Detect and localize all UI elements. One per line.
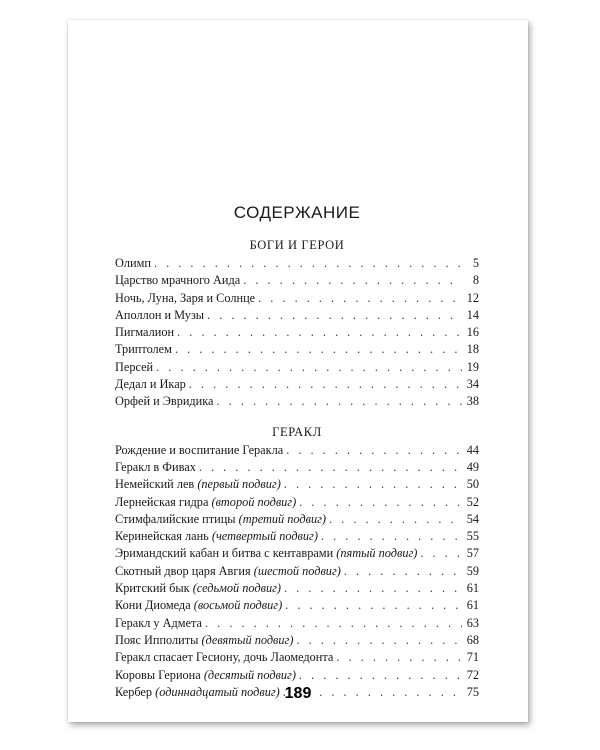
- toc-entry-title: Скотный двор царя Авгия: [115, 563, 251, 578]
- toc-entry-label: [115, 360, 153, 375]
- toc-entry-title: Ночь, Луна, Заря и Солнце: [115, 290, 256, 305]
- section-list-gods-heroes: [115, 256, 479, 412]
- toc-entry-label: [115, 394, 214, 409]
- toc-entry-page: 72: [466, 667, 479, 682]
- toc-entry-label: [115, 546, 417, 561]
- dot-leader: [329, 512, 462, 527]
- toc-entry: [115, 460, 479, 477]
- toc-entry-page: 18: [466, 342, 479, 357]
- toc-title: СОДЕРЖАНИЕ: [233, 203, 361, 222]
- toc-entry: [115, 546, 479, 563]
- toc-entry-page: 49: [466, 459, 479, 474]
- toc-entry-label: [115, 495, 296, 510]
- toc-entry-page: 54: [466, 511, 479, 526]
- toc-entry-title: Рождение и воспитание Геракла: [115, 442, 284, 457]
- toc-entry: [115, 564, 479, 581]
- toc-entry-page: 16: [466, 325, 479, 340]
- dot-leader: [156, 360, 462, 375]
- dot-leader: [189, 377, 462, 392]
- toc-entry: [115, 477, 479, 494]
- toc-entry-page: 44: [466, 442, 479, 457]
- dot-leader: [299, 668, 462, 683]
- book-page: [68, 20, 528, 722]
- dot-leader: [284, 477, 462, 492]
- toc-entry-label: [115, 377, 186, 392]
- toc-entry-title: Геракл у Адмета: [115, 615, 203, 630]
- dot-leader: [321, 529, 462, 544]
- toc-entry-note: (седьмой подвиг): [192, 581, 282, 596]
- toc-entry-title: Коровы Гериона: [115, 667, 201, 682]
- toc-entry-page: 34: [466, 377, 479, 392]
- toc-entry-page: 50: [466, 477, 479, 492]
- toc-entry-title: Кербер: [115, 684, 153, 699]
- toc-entry-page: 68: [466, 632, 479, 647]
- toc-entry: [115, 291, 479, 308]
- toc-entry-page: 38: [466, 394, 479, 409]
- toc-entry-page: 8: [472, 273, 479, 288]
- toc-entry-label: [115, 633, 293, 648]
- toc-entry-page: 71: [466, 650, 479, 665]
- toc-entry-label: [115, 668, 296, 683]
- dot-leader: [177, 325, 462, 340]
- toc-entry: [115, 668, 479, 685]
- toc-entry-page: 14: [466, 307, 479, 322]
- toc-entry-page: 59: [466, 563, 479, 578]
- toc-entry-title: Немейский лев: [115, 477, 195, 492]
- toc-entry: [115, 581, 479, 598]
- toc-entry-label: [115, 273, 240, 288]
- toc-entry: [115, 598, 479, 615]
- toc-entry: [115, 650, 479, 667]
- dot-leader: [286, 443, 462, 458]
- toc-entry-note: (шестой подвиг): [253, 563, 341, 578]
- section-title-gods-heroes: БОГИ И ГЕРОИ: [249, 238, 345, 252]
- toc-entry-label: [115, 598, 282, 613]
- toc-entry: [115, 256, 479, 273]
- toc-entry-page: 61: [466, 598, 479, 613]
- dot-leader: [284, 581, 462, 596]
- dot-leader: [205, 616, 462, 631]
- toc-entry-label: [115, 325, 174, 340]
- toc-entry-page: 5: [472, 256, 479, 270]
- dot-leader: [199, 460, 462, 475]
- dot-leader: [296, 633, 462, 648]
- toc-entry-page: 63: [466, 615, 479, 630]
- toc-entry-label: [115, 460, 196, 475]
- toc-entry-title: Кони Диомеда: [115, 598, 191, 613]
- toc-entry-title: Керинейская лань: [115, 529, 209, 544]
- toc-entry-title: Критский бык: [115, 581, 190, 596]
- toc-entry-page: 19: [466, 359, 479, 374]
- toc-entry-title: Геракл спасает Гесиону, дочь Лаомедонта: [115, 650, 334, 665]
- toc-entry-page: 52: [466, 494, 479, 509]
- toc-entry-label: [115, 650, 333, 665]
- toc-entry-page: 55: [466, 529, 479, 544]
- toc-entry-note: (девятый подвиг): [201, 632, 294, 647]
- toc-entry: [115, 633, 479, 650]
- toc-entry-title: Пигмалион: [115, 325, 175, 340]
- toc-entry-label: [115, 291, 255, 306]
- dot-leader: [344, 564, 462, 579]
- toc-entry: [115, 512, 479, 529]
- dot-leader: [336, 650, 462, 665]
- toc-entry: [115, 616, 479, 633]
- toc-entry-title: Лернейская гидра: [115, 494, 209, 509]
- toc-entry-note: (четвертый подвиг): [211, 529, 318, 544]
- dot-leader: [420, 546, 462, 561]
- toc-entry-label: [115, 512, 326, 527]
- dot-leader: [258, 291, 462, 306]
- toc-entry-label: [115, 443, 283, 458]
- toc-entry: [115, 394, 479, 411]
- toc-entry-note: (третий подвиг): [238, 511, 327, 526]
- toc-entry-label: [115, 342, 172, 357]
- dot-leader: [285, 598, 462, 613]
- toc-entry-label: [115, 581, 281, 596]
- toc-entry: [115, 308, 479, 325]
- section-list-heracles: [115, 443, 479, 702]
- table-of-contents: [115, 203, 479, 702]
- toc-entry-note: (второй подвиг): [211, 494, 297, 509]
- page-number: 189: [284, 685, 312, 702]
- toc-entry-title: Орфей и Эвридика: [115, 394, 214, 409]
- toc-entry: [115, 273, 479, 290]
- toc-entry-title: Царство мрачного Аида: [115, 273, 241, 288]
- toc-entry-page: 12: [466, 290, 479, 305]
- dot-leader: [299, 495, 462, 510]
- toc-entry-note: (десятый подвиг): [203, 667, 296, 682]
- toc-entry-note: (восьмой подвиг): [193, 598, 283, 613]
- toc-entry-title: Олимп: [115, 256, 151, 270]
- dot-leader: [154, 256, 462, 271]
- toc-entry: [115, 360, 479, 377]
- toc-entry: [115, 443, 479, 460]
- toc-entry-label: [115, 256, 151, 271]
- toc-entry-title: Триптолем: [115, 342, 172, 357]
- toc-entry-title: Дедал и Икар: [115, 377, 186, 392]
- dot-leader: [243, 273, 462, 288]
- section-title-heracles: ГЕРАКЛ: [272, 424, 322, 439]
- toc-entry-label: [115, 529, 318, 544]
- dot-leader: [175, 342, 462, 357]
- toc-entry-label: [115, 564, 341, 579]
- toc-entry-label: [115, 616, 202, 631]
- toc-entry-title: Эримандский кабан и битва с кентаврами: [115, 546, 334, 561]
- toc-entry-note: (первый подвиг): [197, 477, 281, 492]
- toc-entry-title: Пояс Ипполиты: [115, 632, 199, 647]
- toc-entry-title: Аполлон и Музы: [115, 307, 205, 322]
- toc-entry: [115, 495, 479, 512]
- toc-entry-page: 75: [466, 684, 479, 699]
- toc-entry-page: 57: [466, 546, 479, 561]
- toc-entry: [115, 342, 479, 359]
- toc-entry: [115, 529, 479, 546]
- toc-entry-label: [115, 477, 281, 492]
- toc-entry-note: (пятый подвиг): [336, 546, 418, 561]
- toc-entry: [115, 325, 479, 342]
- toc-entry-label: [115, 308, 204, 323]
- dot-leader: [207, 308, 462, 323]
- toc-entry-note: (одиннадцатый подвиг): [155, 684, 280, 699]
- dot-leader: [217, 394, 462, 409]
- toc-entry-page: 61: [466, 581, 479, 596]
- toc-entry: [115, 377, 479, 394]
- toc-entry-title: Стимфалийские птицы: [115, 511, 236, 526]
- toc-entry-title: Геракл в Фивах: [115, 459, 196, 474]
- toc-entry-title: Персей: [115, 359, 154, 374]
